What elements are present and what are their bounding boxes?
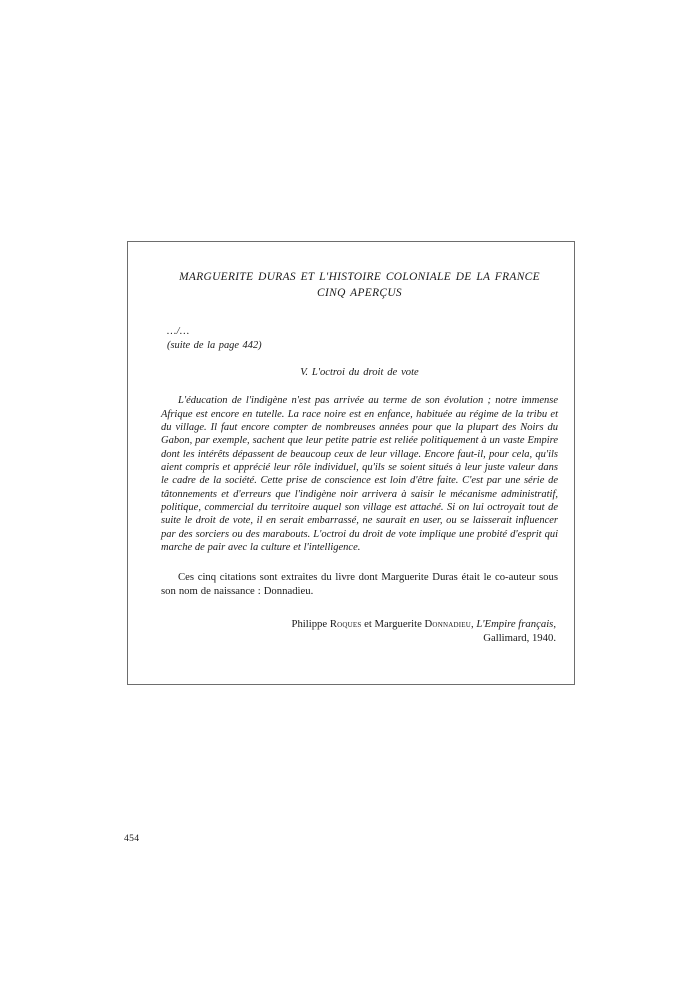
author-first-name-1: Philippe bbox=[291, 618, 330, 631]
ellipsis-mark: …/… bbox=[167, 326, 190, 337]
continuation-block bbox=[161, 325, 558, 352]
attribution-trailing-comma: , bbox=[553, 618, 556, 631]
article-content bbox=[161, 270, 558, 645]
section-heading: V. L'octroi du droit de vote bbox=[300, 367, 419, 379]
work-title: L'Empire français bbox=[476, 618, 554, 631]
continuation-note: (suite de la page 442) bbox=[167, 339, 262, 351]
closing-paragraph: Ces cinq citations sont extraites du livre dont Marguerite Duras était le co-auteur sous son nom de naissance : Donnadieu. bbox=[161, 571, 558, 597]
quote-body-paragraph: L'éducation de l'indigène n'est pas arrivée au terme de son évolution ; notre immense Afrique est encore en tutelle. La race noire est en enfance, habituée au régime de la tribu et du village. Il faut encore compter de nombreuses années pour que la plupart des Noirs du Gabon, par exemple, sachent que leur petite patrie est reliée politiquement à un vaste Empire dont les intérêts dépassent de beaucoup ceux de leur village. Encore faut-il, pour cela, qu'ils aient compris et apprécié leur rôle individuel, qu'ils se soient situés à leur juste valeur dans le cadre de la société. Cette prise de conscience est loin d'être faite. C'est par une série de tâtonnements et d'erreurs que l'indigène noir arrivera à saisir le mécanisme administratif, politique, commercial du territoire auquel son village est attaché. Si on lui octroyait tout de suite le droit de vote, il en serait embarrassé, ne saurait en user, ou se laisserait influencer par des sorciers ou des marabouts. L'octroi du droit de vote implique une probité d'esprit qui marche de pair avec la culture et l'intelligence. bbox=[161, 395, 558, 553]
attribution-line-authors bbox=[161, 618, 556, 631]
attribution-separator: , bbox=[470, 618, 477, 631]
article-frame bbox=[127, 241, 575, 685]
author-last-name-2: Donnadieu bbox=[424, 618, 471, 631]
article-title-line-2: CINQ APERÇUS bbox=[317, 286, 402, 299]
attribution-conjunction: et Marguerite bbox=[361, 618, 425, 631]
page-folio: 454 bbox=[124, 833, 140, 844]
attribution-block bbox=[161, 618, 558, 645]
article-title-line-1: MARGUERITE DURAS ET L'HISTOIRE COLONIALE DE LA FRANCE bbox=[179, 271, 540, 283]
article-title bbox=[161, 270, 558, 301]
author-last-name-1: Roques bbox=[329, 618, 362, 631]
attribution-line-publisher: Gallimard, 1940. bbox=[483, 631, 556, 644]
